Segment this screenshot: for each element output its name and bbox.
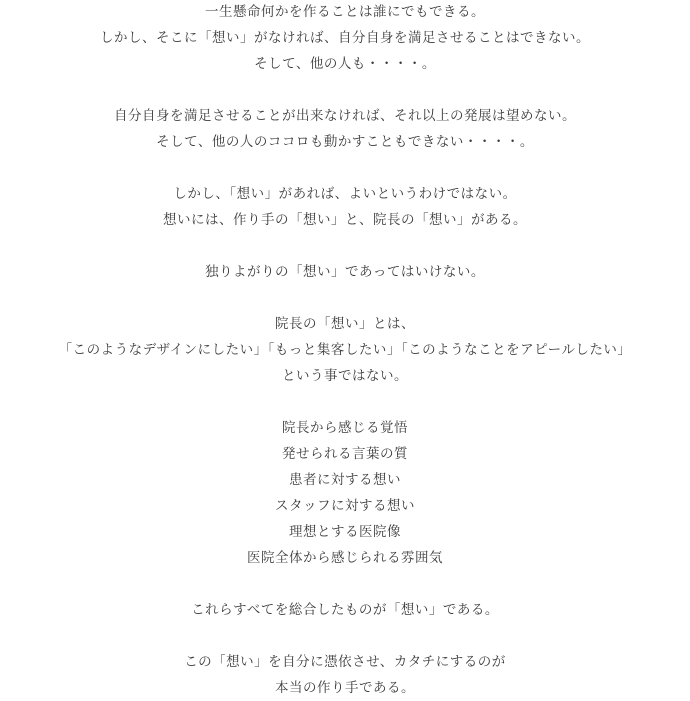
text-line: そして、他の人も・・・・。	[254, 56, 436, 72]
text-line: 医院全体から感じられる雰囲気	[247, 550, 443, 566]
text-line: 患者に対する想い	[289, 472, 401, 488]
text-line: しかし、「想い」があれば、よいというわけではない。	[173, 186, 517, 202]
text-line: 想いには、作り手の「想い」と、院長の「想い」がある。	[163, 212, 527, 228]
text-line: この「想い」を自分に憑依させ、カタチにするのが	[184, 654, 506, 670]
text-line: 独りよがりの「想い」であってはいけない。	[205, 264, 485, 280]
text-line: 発せられる言葉の質	[282, 446, 408, 462]
paragraph-gap	[0, 623, 690, 649]
text-line: 理想とする医院像	[289, 524, 401, 540]
paragraph-gap	[0, 389, 690, 415]
paragraph-gap	[0, 77, 690, 103]
text-line: しかし、そこに「想い」がなければ、自分自身を満足させることはできない。	[100, 30, 590, 46]
text-line: スタッフに対する想い	[275, 498, 415, 514]
text-line: 本当の作り手である。	[275, 680, 415, 696]
paragraph-gap	[0, 233, 690, 259]
text-line: 自分自身を満足させることが出来なければ、それ以上の発展は望めない。	[114, 108, 576, 124]
text-line: 院長から感じる覚悟	[282, 420, 408, 436]
paragraph-gap	[0, 571, 690, 597]
text-line: これらすべてを総合したものが「想い」である。	[191, 602, 499, 618]
paragraph-gap	[0, 155, 690, 181]
text-line: という事ではない。	[282, 368, 408, 384]
text-line: 「このようなデザインにしたい」「もっと集客したい」「このようなことをアピールしたい」	[58, 342, 632, 358]
text-line: 院長の「想い」とは、	[275, 316, 415, 332]
paragraph-gap	[0, 285, 690, 311]
text-line: 一生懸命何かを作ることは誰にでもできる。	[205, 4, 485, 20]
text-line: そして、他の人のココロも動かすこともできない・・・・。	[156, 134, 534, 150]
